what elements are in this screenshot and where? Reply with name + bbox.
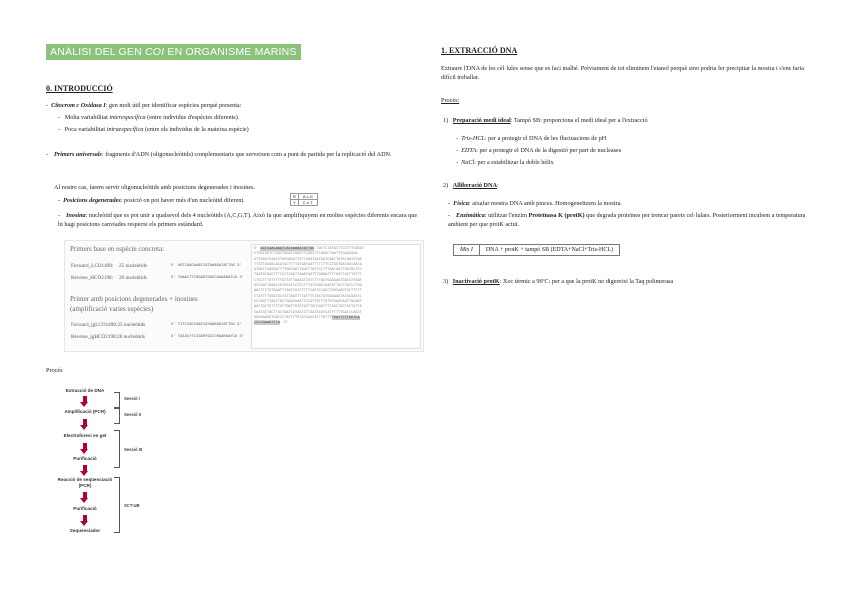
primer-row [71, 263, 242, 275]
term-degenerades: Posicions degenerades [63, 197, 121, 204]
step-1-item: - NaCl: per a estabilitzar la doble hèlix [456, 159, 554, 166]
code-R: R [291, 194, 299, 200]
sub-intra-em: intraespecífica [106, 126, 144, 133]
flow-step-purificacio: Purificació [73, 456, 97, 461]
proces-label: Procés [46, 367, 63, 374]
title-gene: COI [145, 46, 165, 58]
bullet-citocrom-text: : gen molt útil per identificar espècies perquè presenta: [105, 102, 242, 109]
flow-step-reaccio: Reacció de seqüenciació (PCR) [57, 477, 113, 488]
primer-binding-site: TGATTTTTGGTCA [331, 315, 360, 320]
session-bracket [114, 430, 120, 468]
primer-list-degenerate [71, 322, 244, 346]
flow-step-amplificacio: Amplificació (PCR) [64, 409, 106, 414]
sequence-line: CTGGTGGTCTGGCTGGATCGGGTTCGGCTTTAGGCTAATTCGAGCAGA [254, 252, 358, 257]
item-em: EDTA [461, 147, 477, 154]
flow-arrow-icon [80, 443, 89, 454]
sequence-line: AACTGCTGTTTTGTTGATTGTGTGCTTGCCAGTTTTGGCTGGTGCTATTA [254, 305, 362, 310]
term-primers: Primers universals [54, 151, 102, 158]
flow-step-electroforesi: Electroforesi en gel [63, 433, 107, 438]
step-2 [443, 181, 499, 190]
bullet-primers: - Primers universals: fragments d'ADN (oligonucleòtids) complementaris que serveixen com a punt de partida per la replicació del ADN. [46, 151, 392, 158]
bullet-primers-text: : fragments d'ADN (oligonucleòtids) complementaris que serveixen com a punt de partida per la replicació del ADN. [101, 151, 392, 158]
flow-step-sequenciador: Sequenciador [69, 528, 101, 533]
flow-arrow-icon [80, 396, 89, 407]
sequence-line: CTGCTTTGTTTTTATTATTAAGGTCGTCTTTAGTGGAGAGTGGTGTTGGT [254, 278, 362, 283]
code-R-meaning: A o G [298, 194, 317, 200]
fisica-term: Física [453, 200, 469, 207]
bullet-degenerades: - Posicions degenerades: posició on pot haver més d'un nucleòtid diferent. [58, 197, 245, 204]
primer-name: Forward_jgLCO1490:25 nucleòtids [71, 322, 146, 328]
enzimatica-enzyme: Proteïnasa K (protK) [528, 212, 585, 219]
step-1 [443, 116, 648, 125]
inosina-text: : nucleòtid que es pot unir a qualsevol dels 4 nucleòtids (A,C,G,T). Això fa que amplifiquyem en moltes espècies diferents encara que hi hagi posicions canviades respecte els primers estàndard. [58, 212, 418, 228]
primer-sequence: 5' TITCIACIAAYCAYAARGAYATTGG 3' [171, 323, 242, 327]
item-em: Tris-HCL [461, 135, 485, 142]
sequence-line: GGGGGAGGTGATCCTATTTTGTATCAGCATTTGTTTTGATTTTTGGTCA [254, 315, 360, 320]
primer-sequence: 5' GGTCAACAAATCATAAAGATATTGG 3' [171, 264, 242, 268]
sub-intra-pre: Poca variabilitat [64, 126, 107, 133]
primer-name: Reverse_jgHCO2198:26 nucleòtids [71, 334, 145, 340]
sequence-line: GTTGGGTCAACCTGGGAGGTTGTTAGGTGATGATCAGTTATATAATGTGA [254, 257, 362, 262]
sequence-line: TGATATAGCTTTCCCTCGATTAAATAATTTGAGATTTTGGTTACTTGTTC [254, 273, 362, 278]
sequence-line: TTGTTACAGCACATGCTTTTATGATAATTTTCTTCCTGGTGATACCAATA [254, 262, 362, 267]
session-bracket [114, 392, 120, 408]
sequence-line: CTATTTTGGGTGCTATTAATTTTATTTCTACTGTGGGAAATATACGATCC [254, 294, 362, 299]
term-inosina: Inosina [66, 212, 86, 219]
flow-step-extraccio: Extracció de DNA [65, 388, 105, 393]
mix-value: DNA + protK + tampó SB (EDTA+NaCl+Tris-HCL) [479, 245, 619, 256]
primers-degenerate-subtitle: (amplificació varies espècies) [70, 305, 154, 313]
step-1-number: 1) [443, 117, 449, 124]
primer-binding-site: GGTCAACAAATCATAAAGATATTGG [260, 247, 315, 251]
step-1-text: : Tampó SB: proporciona el medi ideal per a l'extracció [510, 117, 648, 124]
mix-label: Mix I [454, 245, 480, 256]
session-bracket [114, 408, 120, 424]
proces-heading-text: Procés [441, 97, 458, 104]
primer-list-base [71, 263, 244, 287]
primer-row [71, 275, 244, 287]
item-text: : per a protegir el DNA de les fluctuacions de pH [484, 135, 607, 142]
step-3-text: : Xoc tèrmic a 96ºC: per a que la protK no digereixi la Taq polimerasa [499, 278, 674, 285]
primer-name: Forward_LCO1490: [71, 263, 114, 269]
step-3 [443, 277, 673, 286]
step-3-number: 3) [443, 278, 449, 285]
title-text-end: EN ORGANISME MARINS [164, 46, 297, 58]
step-2-fisica: - Física: aixafar mostra DNA amb pinces. Homogeneïtzem la mostra. [448, 200, 622, 207]
extraccio-heading: 1. EXTRACCIÓ DNA [441, 46, 518, 55]
session-label-3: Sessió III [124, 447, 143, 452]
item-text: : per a protegir el DNA de la digestió per part de nucleases [476, 147, 622, 154]
title-text: ANÀLISI DEL GEN [50, 46, 146, 58]
degenerate-codes-table [290, 193, 318, 206]
sequence-line: 5' GGTCAACAAATCATAAAGATATTGG TACTCTATACTTCCTTTTAGGT [254, 247, 365, 251]
sequence-line: CCTGGTTTAGTTGCTGAGCGAATTCCGTTGTTTGTGTGAGCAGTTACAGT [254, 299, 362, 304]
enzimatica-text: : utilitzar l'enzim [484, 212, 529, 219]
flow-arrow-icon [80, 419, 89, 430]
step-2-term: Alliberació DNA [452, 182, 497, 189]
step-1-item: - Tris-HCL: per a protegir el DNA de les fluctuacions de pH [456, 135, 607, 142]
sub-inter-pre: Molta variabilitat [64, 114, 110, 121]
oligo-paragraph: Al nostre cas, farem servir oligonucleòtids amb posicions degenerades i inosines. [54, 184, 256, 191]
sequence-text [252, 245, 420, 328]
code-Y: Y [291, 200, 299, 206]
session-label-2: Sessió II [124, 412, 141, 417]
primer-binding-site: CCCTGAAGTTTA [254, 321, 280, 326]
primer-name: Reverse_HCO2198: [71, 275, 114, 281]
sub-inter-em: interespecífica [109, 114, 146, 121]
session-label-1: Sessió I [124, 396, 140, 401]
primers-degenerate-title: Primer amb posicions degenerades + inosines [70, 295, 198, 303]
primer-sequence: 5' TAAACTTCAGGGTGACCAAAAAATCA 3' [171, 276, 244, 280]
enzimatica-term: Enzimàtica [456, 212, 485, 219]
flow-arrow-icon [80, 465, 89, 476]
fisica-text: : aixafar mostra DNA amb pinces. Homogeneïtzem la mostra. [468, 200, 622, 207]
primers-panel [64, 240, 424, 352]
item-em: NaCl [461, 159, 475, 166]
sequence-line: CCCTGAAGTTTA 3' [254, 321, 289, 326]
bullet-citocrom: - Citocrom c Oxidasa I: gen molt útil per identificar espècies perquè presenta: [46, 102, 242, 109]
extraccio-intro: Extraure l'DNA de les cèl·lules sense que es faci malbé. Prèviament de tot eliminem l'etanol perquè sino podria fer precipitar la mostra i s'ens faria difícil treballar. [441, 65, 804, 81]
session-label-sct: SCT-UB [124, 503, 140, 508]
flow-step-purificacio-2: Purificació [73, 506, 97, 511]
primer-length: 25 nucleòtids [119, 263, 147, 269]
item-text: : per a estabilitzar la doble hèlix [474, 159, 554, 166]
enzimatica-text-2: que degrada proteïnes per trencar parets cel·lulars. Posteriorment incubem a temperatura ambient per que protK actuï. [448, 212, 806, 228]
mix-table [453, 244, 620, 256]
term-citocrom: Citocrom c Oxidasa I [51, 102, 106, 109]
page-title [46, 44, 301, 60]
primer-row [71, 322, 242, 334]
proces-heading: Procés: [441, 97, 460, 104]
code-Y-meaning: C o T [298, 200, 317, 206]
step-3-term: Inactivació protK [452, 278, 500, 285]
sub-bullet-inter: - Molta variabilitat interespecífica (entre individus d'espècies diferents). [58, 114, 240, 121]
primer-row [71, 334, 244, 346]
primer-sequence: 5' TAIACYTCIGGRTGICCRAARAAYCA 3' [171, 335, 244, 339]
step-1-term: Preparació medi ideal [452, 117, 511, 124]
sequence-line: AGCTTCTGTAGATTTAGCTATCTTTTCACTCCACCTGGCAGGTGCTTCTT [254, 289, 362, 294]
bullet-inosina: - Inosina: nucleòtid que es pot unir a qualsevol dels 4 nucleòtids (A,C,G,T). Això fa que amplifiquyem en moltes espècies diferents encara que hi hagi posicions canviades respecte els primers estàndard. [58, 212, 418, 228]
flow-arrow-icon [80, 492, 89, 503]
sub-intra-post: (entre els individus de la mateixa espècie) [143, 126, 249, 133]
degenerades-text: : posició on pot haver més d'un nucleòtid diferent. [120, 197, 245, 204]
sub-inter-post: (entre individus d'espècies diferents). [145, 114, 240, 121]
step-2-text: : [496, 182, 499, 189]
sequence-line: ACCGGTTGAACCGTGTATCCTCCTTTATCGGGTAATGTTGCTCATCCTGG [254, 284, 362, 289]
sequence-line: ATGATTGGGGGTTTTGGTAATTGGCTTATCCCTTTAATGATTGGTGCTCC [254, 268, 362, 273]
step-2-enzimatica: - Enzimàtica: utilitzar l'enzim Proteïnasa K (protK) que degrada proteïnes per trencar parets cel·lulars. Posteriorment incubem a temperatura ambient per que protK actuï. [448, 212, 806, 228]
sequence-box [251, 244, 421, 349]
sub-bullet-intra: - Poca variabilitat intraespecífica (entre els individus de la mateixa espècie) [58, 126, 249, 133]
step-2-number: 2) [443, 182, 449, 189]
flow-arrow-icon [80, 515, 89, 526]
session-bracket [114, 477, 120, 533]
primer-length: 26 nucleòtids [119, 275, 147, 281]
step-1-item: - EDTA: per a protegir el DNA de la digestió per part de nucleases [456, 147, 622, 154]
sequence-line: CAATGTTACTTACTGATCGTAATCTTAATACATCATTTTTTGACCCAGCT [254, 310, 362, 315]
intro-heading: 0. INTRODUCCIÓ [46, 84, 113, 93]
primers-base-title: Primers base en espècie concreta: [70, 245, 165, 253]
